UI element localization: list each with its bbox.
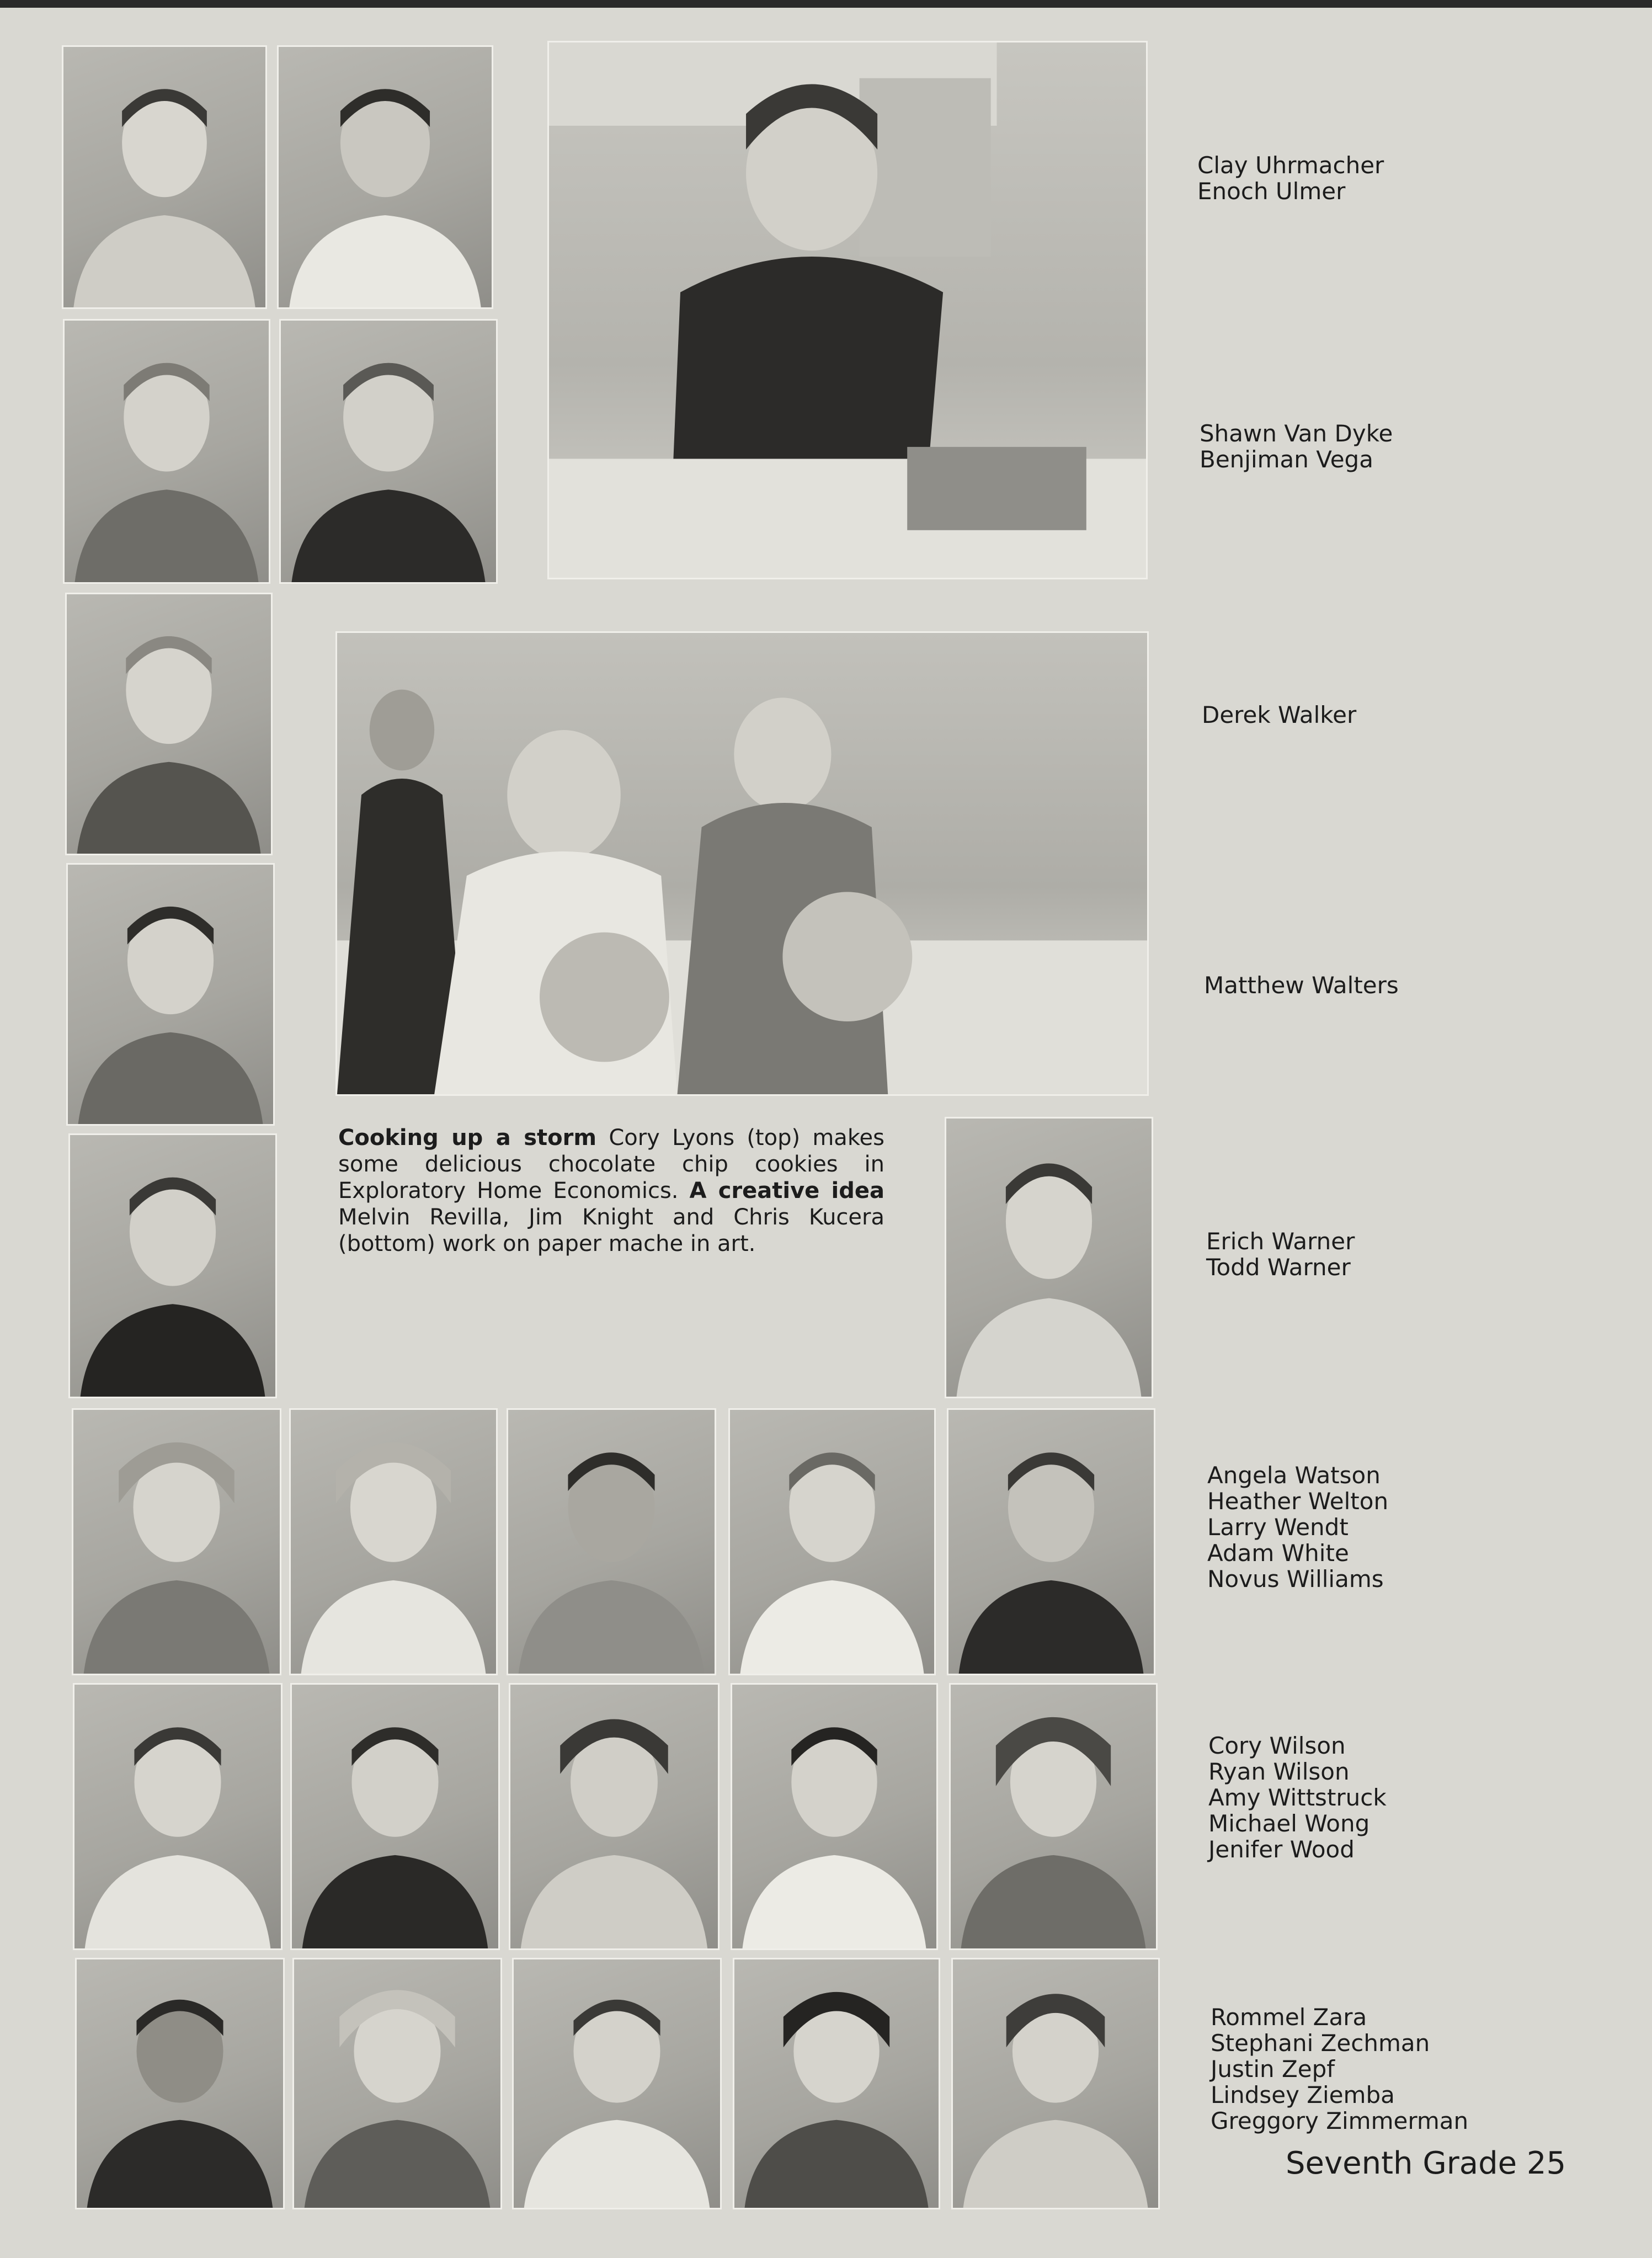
portrait-photo <box>277 45 493 309</box>
portrait-photo <box>63 319 270 584</box>
portrait-photo <box>733 1958 940 2209</box>
portrait-photo <box>65 593 273 855</box>
portrait-photo <box>279 319 498 584</box>
student-name: Justin Zepf <box>1211 2055 1335 2083</box>
portrait-photo <box>949 1683 1158 1950</box>
portrait-photo <box>66 863 275 1126</box>
student-name: Novus Williams <box>1207 1565 1384 1593</box>
page-top-edge <box>0 0 1652 8</box>
candid-photo-cooking <box>547 41 1148 579</box>
portrait-photo <box>512 1958 722 2209</box>
photo-caption <box>338 1125 884 1257</box>
name-list <box>1206 1228 1355 1280</box>
student-name: Enoch Ulmer <box>1197 178 1346 205</box>
student-name: Angela Watson <box>1207 1462 1381 1489</box>
portrait-photo <box>951 1958 1160 2209</box>
student-name: Lindsey Ziemba <box>1211 2081 1395 2108</box>
portrait-photo <box>68 1133 277 1398</box>
student-name: Heather Welton <box>1207 1488 1389 1515</box>
section-label: Seventh Grade <box>1286 2145 1517 2181</box>
name-list <box>1204 972 1399 998</box>
student-name: Greggory Zimmerman <box>1211 2107 1469 2134</box>
student-name: Benjiman Vega <box>1200 446 1373 473</box>
student-name: Amy Wittstruck <box>1208 1784 1387 1811</box>
portrait-photo <box>62 45 267 309</box>
portrait-photo <box>945 1117 1153 1398</box>
portrait-photo <box>73 1683 283 1950</box>
student-name: Erich Warner <box>1206 1228 1355 1255</box>
portrait-photo <box>509 1683 720 1950</box>
page-number: 25 <box>1526 2145 1566 2181</box>
student-name: Shawn Van Dyke <box>1200 420 1393 447</box>
student-name: Matthew Walters <box>1204 972 1399 999</box>
portrait-photo <box>75 1958 285 2209</box>
portrait-photo <box>289 1408 498 1675</box>
name-list <box>1207 1462 1388 1592</box>
name-list <box>1197 152 1384 204</box>
candid-photo-art <box>335 631 1149 1096</box>
caption-text: Melvin Revilla, Jim Knight and Chris Kucera (bottom) work on paper mache in art. <box>338 1205 884 1256</box>
student-name: Jenifer Wood <box>1208 1836 1355 1863</box>
student-name: Rommel Zara <box>1211 2004 1367 2031</box>
name-list <box>1202 702 1356 728</box>
student-name: Ryan Wilson <box>1208 1758 1350 1785</box>
student-name: Michael Wong <box>1208 1810 1370 1837</box>
student-name: Cory Wilson <box>1208 1732 1346 1759</box>
portrait-photo <box>728 1408 936 1675</box>
caption-text: Cory Lyons (top) makes some delicious chocolate chip cookies in Exploratory Home Economics. <box>338 1125 885 1203</box>
student-name: Clay Uhrmacher <box>1197 152 1384 179</box>
portrait-photo <box>72 1408 281 1675</box>
portrait-photo <box>947 1408 1155 1675</box>
page-footer <box>1286 2145 1566 2181</box>
student-name: Larry Wendt <box>1207 1514 1349 1541</box>
caption-heading: Cooking up a storm <box>338 1125 597 1151</box>
portrait-photo <box>292 1958 502 2209</box>
name-list <box>1200 420 1393 472</box>
student-name: Stephani Zechman <box>1211 2030 1430 2057</box>
portrait-photo <box>507 1408 716 1675</box>
name-list <box>1208 1733 1387 1862</box>
student-name: Derek Walker <box>1202 701 1357 728</box>
caption-heading: A creative idea <box>689 1178 885 1203</box>
portrait-photo <box>290 1683 500 1950</box>
student-name: Todd Warner <box>1206 1254 1351 1281</box>
portrait-photo <box>731 1683 938 1950</box>
name-list <box>1211 2004 1468 2134</box>
student-name: Adam White <box>1207 1540 1349 1567</box>
